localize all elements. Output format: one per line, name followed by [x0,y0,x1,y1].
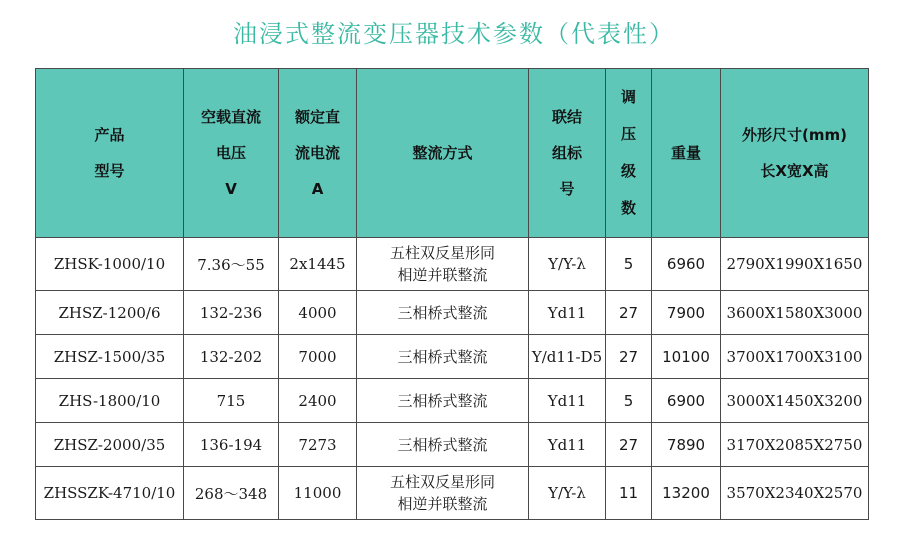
cell-dimensions: 3700X1700X3100 [721,335,869,379]
cell-model: ZHS-1800/10 [36,379,184,423]
cell-current: 11000 [279,467,357,520]
cell-method: 五柱双反星形同 相逆并联整流 [357,467,529,520]
cell-current: 7273 [279,423,357,467]
header-model: 产品 型号 [36,69,184,238]
cell-dimensions: 3170X2085X2750 [721,423,869,467]
header-voltage: 空载直流 电压 V [184,69,279,238]
cell-model: ZHSZ-2000/35 [36,423,184,467]
cell-current: 2x1445 [279,238,357,291]
table-row [36,238,869,291]
header-taps: 调 压 级 数 [606,69,652,238]
cell-weight: 7900 [652,291,721,335]
cell-weight: 13200 [652,467,721,520]
cell-method: 三相桥式整流 [357,423,529,467]
cell-taps: 27 [606,335,652,379]
cell-weight: 7890 [652,423,721,467]
page-title: 油浸式整流变压器技术参数（代表性） [233,20,675,48]
cell-method: 三相桥式整流 [357,379,529,423]
cell-taps: 27 [606,423,652,467]
cell-weight: 6900 [652,379,721,423]
header-current: 额定直 流电流 A [279,69,357,238]
cell-connection: Y/Y-λ [529,467,606,520]
cell-dimensions: 3570X2340X2570 [721,467,869,520]
cell-model: ZHSSZK-4710/10 [36,467,184,520]
cell-taps: 5 [606,238,652,291]
cell-taps: 5 [606,379,652,423]
cell-taps: 27 [606,291,652,335]
cell-connection: Yd11 [529,291,606,335]
cell-method: 五柱双反星形同 相逆并联整流 [357,238,529,291]
table-row [36,467,869,520]
header-row [36,69,869,238]
cell-method: 三相桥式整流 [357,335,529,379]
table-row [36,335,869,379]
cell-voltage: 7.36～55 [184,238,279,291]
cell-weight: 10100 [652,335,721,379]
cell-voltage: 132-202 [184,335,279,379]
spec-table [35,68,869,520]
header-dimensions: 外形尺寸(mm) 长X宽X高 [721,69,869,238]
header-weight: 重量 [652,69,721,238]
cell-connection: Y/d11-D5 [529,335,606,379]
header-connection: 联结 组标 号 [529,69,606,238]
cell-model: ZHSK-1000/10 [36,238,184,291]
table-row [36,291,869,335]
cell-dimensions: 3600X1580X3000 [721,291,869,335]
cell-voltage: 136-194 [184,423,279,467]
cell-voltage: 715 [184,379,279,423]
cell-dimensions: 3000X1450X3200 [721,379,869,423]
cell-connection: Yd11 [529,379,606,423]
cell-current: 4000 [279,291,357,335]
table-row [36,423,869,467]
cell-current: 7000 [279,335,357,379]
cell-model: ZHSZ-1500/35 [36,335,184,379]
cell-connection: Yd11 [529,423,606,467]
cell-model: ZHSZ-1200/6 [36,291,184,335]
cell-dimensions: 2790X1990X1650 [721,238,869,291]
cell-taps: 11 [606,467,652,520]
cell-weight: 6960 [652,238,721,291]
cell-voltage: 268～348 [184,467,279,520]
header-method: 整流方式 [357,69,529,238]
cell-connection: Y/Y-λ [529,238,606,291]
cell-method: 三相桥式整流 [357,291,529,335]
cell-current: 2400 [279,379,357,423]
cell-voltage: 132-236 [184,291,279,335]
table-row [36,379,869,423]
